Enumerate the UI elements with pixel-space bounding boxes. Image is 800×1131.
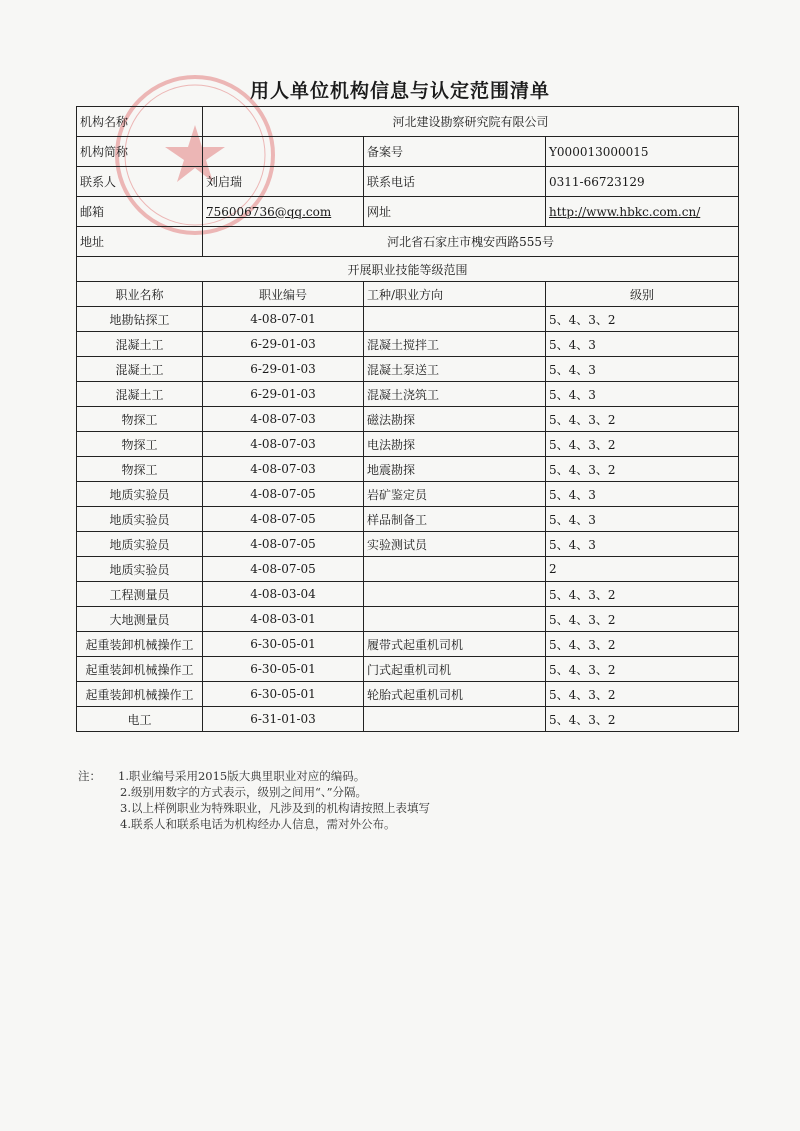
occupation-level-cell: 5、4、3、2 — [546, 432, 739, 457]
occupation-name-cell: 地质实验员 — [77, 507, 203, 532]
occupation-level-cell: 5、4、3、2 — [546, 682, 739, 707]
occupation-level-cell: 5、4、3、2 — [546, 607, 739, 632]
occupation-name-cell: 混凝土工 — [77, 332, 203, 357]
occupation-code-cell: 4-08-07-05 — [203, 532, 364, 557]
table-row — [77, 707, 739, 732]
occupation-direction-cell: 样品制备工 — [364, 507, 546, 532]
table-row — [77, 507, 739, 532]
occupation-code-cell: 6-29-01-03 — [203, 332, 364, 357]
table-row — [77, 382, 739, 407]
occupation-name-cell: 地质实验员 — [77, 532, 203, 557]
occupation-direction-cell: 履带式起重机司机 — [364, 632, 546, 657]
org-name-label: 机构名称 — [77, 107, 203, 137]
occupation-name-cell: 大地测量员 — [77, 607, 203, 632]
occupation-code-cell: 4-08-07-05 — [203, 557, 364, 582]
occupation-direction-cell: 磁法勘探 — [364, 407, 546, 432]
org-info-table — [76, 106, 739, 732]
contact-label: 联系人 — [77, 167, 203, 197]
contact-value: 刘启瑞 — [203, 167, 364, 197]
occupation-level-cell: 2 — [546, 557, 739, 582]
note-item: 4.联系人和联系电话为机构经办人信息，需对外公布。 — [120, 817, 396, 831]
occupation-name-cell: 工程测量员 — [77, 582, 203, 607]
occupation-direction-cell: 电法勘探 — [364, 432, 546, 457]
occupation-name-cell: 混凝土工 — [77, 382, 203, 407]
occupation-direction-cell: 混凝土泵送工 — [364, 357, 546, 382]
occupation-direction-cell: 混凝土搅拌工 — [364, 332, 546, 357]
table-row — [77, 457, 739, 482]
table-row — [77, 532, 739, 557]
table-row — [77, 632, 739, 657]
occupation-code-cell: 4-08-03-04 — [203, 582, 364, 607]
short-name-value — [203, 137, 364, 167]
website-label: 网址 — [364, 197, 546, 227]
occupation-direction-cell: 地震勘探 — [364, 457, 546, 482]
occupation-direction-cell — [364, 607, 546, 632]
note-item: 2.级别用数字的方式表示，级别之间用“、”分隔。 — [120, 785, 367, 799]
occupation-code-cell: 6-30-05-01 — [203, 632, 364, 657]
table-row — [77, 657, 739, 682]
column-header-code: 职业编号 — [203, 282, 364, 307]
occupation-code-cell: 6-30-05-01 — [203, 657, 364, 682]
occupation-code-cell: 4-08-07-05 — [203, 507, 364, 532]
occupation-code-cell: 4-08-07-01 — [203, 307, 364, 332]
table-row — [77, 482, 739, 507]
table-row — [77, 332, 739, 357]
column-header-direction: 工种/职业方向 — [364, 282, 546, 307]
occupation-level-cell: 5、4、3 — [546, 532, 739, 557]
website-link[interactable]: http://www.hbkc.com.cn/ — [546, 197, 739, 227]
phone-value: 0311-66723129 — [546, 167, 739, 197]
occupation-code-cell: 4-08-07-05 — [203, 482, 364, 507]
occupation-direction-cell — [364, 557, 546, 582]
occupation-rows — [77, 307, 739, 732]
occupation-name-cell: 地质实验员 — [77, 557, 203, 582]
occupation-name-cell: 起重装卸机械操作工 — [77, 682, 203, 707]
email-link[interactable]: 756006736@qq.com — [203, 197, 364, 227]
occupation-direction-cell — [364, 707, 546, 732]
occupation-code-cell: 6-30-05-01 — [203, 682, 364, 707]
table-row — [77, 307, 739, 332]
email-label: 邮箱 — [77, 197, 203, 227]
occupation-code-cell: 6-29-01-03 — [203, 357, 364, 382]
table-row — [77, 357, 739, 382]
occupation-name-cell: 起重装卸机械操作工 — [77, 632, 203, 657]
occupation-level-cell: 5、4、3、2 — [546, 582, 739, 607]
occupation-level-cell: 5、4、3 — [546, 382, 739, 407]
record-no-value: Y000013000015 — [546, 137, 739, 167]
occupation-code-cell: 4-08-03-01 — [203, 607, 364, 632]
occupation-level-cell: 5、4、3、2 — [546, 457, 739, 482]
occupation-direction-cell — [364, 582, 546, 607]
occupation-name-cell: 电工 — [77, 707, 203, 732]
table-row — [77, 582, 739, 607]
occupation-name-cell: 混凝土工 — [77, 357, 203, 382]
occupation-direction-cell — [364, 307, 546, 332]
address-value: 河北省石家庄市槐安西路555号 — [203, 227, 739, 257]
occupation-code-cell: 4-08-07-03 — [203, 457, 364, 482]
notes — [78, 768, 738, 832]
column-header-name: 职业名称 — [77, 282, 203, 307]
occupation-direction-cell: 轮胎式起重机司机 — [364, 682, 546, 707]
table-row — [77, 432, 739, 457]
occupation-level-cell: 5、4、3 — [546, 507, 739, 532]
table-row — [77, 407, 739, 432]
occupation-level-cell: 5、4、3、2 — [546, 407, 739, 432]
occupation-level-cell: 5、4、3、2 — [546, 632, 739, 657]
note-item: 3.以上样例职业为特殊职业，凡涉及到的机构请按照上表填写 — [120, 801, 430, 815]
occupation-code-cell: 4-08-07-03 — [203, 407, 364, 432]
occupation-level-cell: 5、4、3、2 — [546, 657, 739, 682]
occupation-code-cell: 6-31-01-03 — [203, 707, 364, 732]
table-row — [77, 607, 739, 632]
table-row — [77, 557, 739, 582]
column-header-level: 级别 — [546, 282, 739, 307]
occupation-name-cell: 地勘钻探工 — [77, 307, 203, 332]
occupation-name-cell: 物探工 — [77, 457, 203, 482]
occupation-name-cell: 地质实验员 — [77, 482, 203, 507]
page-title: 用人单位机构信息与认定范围清单 — [249, 80, 550, 102]
section-title: 开展职业技能等级范围 — [77, 257, 739, 282]
occupation-direction-cell: 混凝土浇筑工 — [364, 382, 546, 407]
occupation-level-cell: 5、4、3、2 — [546, 307, 739, 332]
occupation-level-cell: 5、4、3 — [546, 357, 739, 382]
note-item: 1.职业编号采用2015版大典里职业对应的编码。 — [118, 769, 366, 783]
occupation-direction-cell: 实验测试员 — [364, 532, 546, 557]
occupation-direction-cell: 岩矿鉴定员 — [364, 482, 546, 507]
occupation-code-cell: 6-29-01-03 — [203, 382, 364, 407]
occupation-level-cell: 5、4、3 — [546, 332, 739, 357]
address-label: 地址 — [77, 227, 203, 257]
table-row — [77, 682, 739, 707]
occupation-name-cell: 物探工 — [77, 407, 203, 432]
notes-prefix: 注： — [78, 769, 101, 783]
occupation-code-cell: 4-08-07-03 — [203, 432, 364, 457]
occupation-direction-cell: 门式起重机司机 — [364, 657, 546, 682]
occupation-level-cell: 5、4、3、2 — [546, 707, 739, 732]
occupation-name-cell: 起重装卸机械操作工 — [77, 657, 203, 682]
record-no-label: 备案号 — [364, 137, 546, 167]
phone-label: 联系电话 — [364, 167, 546, 197]
occupation-name-cell: 物探工 — [77, 432, 203, 457]
org-name-value: 河北建设勘察研究院有限公司 — [203, 107, 739, 137]
occupation-level-cell: 5、4、3 — [546, 482, 739, 507]
short-name-label: 机构简称 — [77, 137, 203, 167]
